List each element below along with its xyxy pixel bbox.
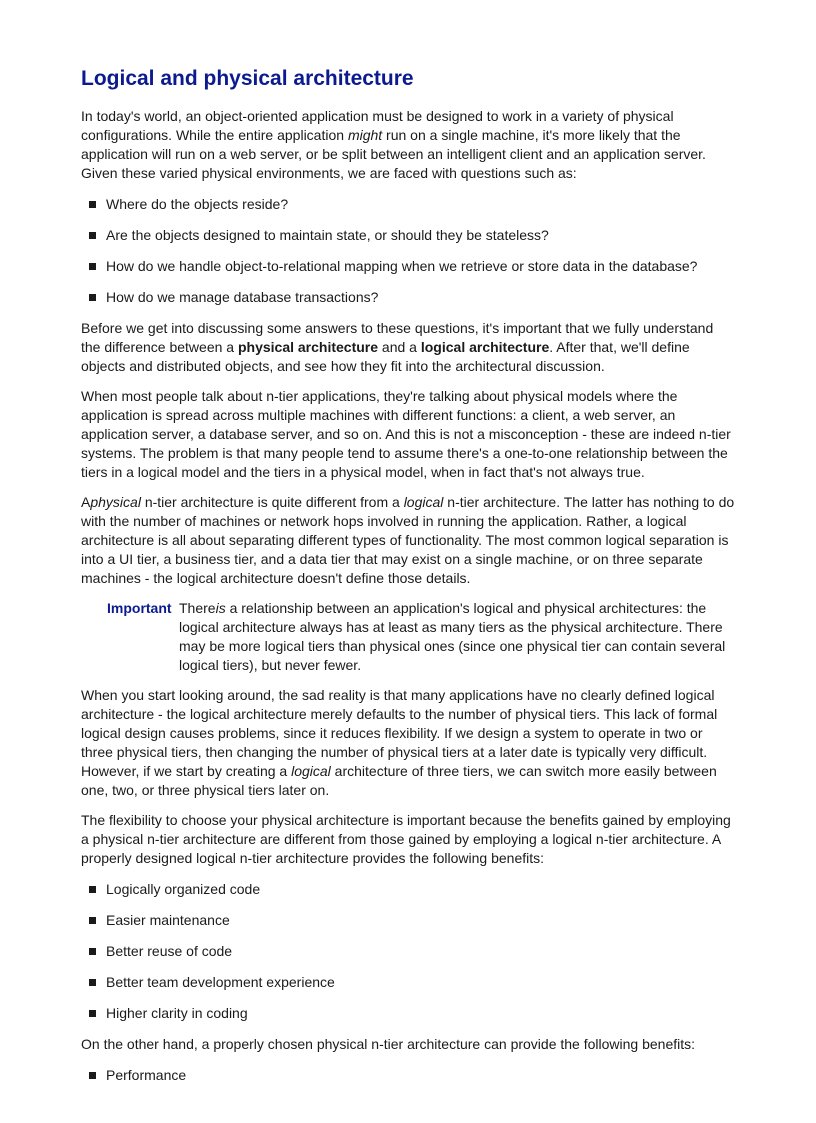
physical-benefits-list bbox=[81, 1066, 736, 1085]
list-item: How do we manage database transactions? bbox=[81, 288, 736, 307]
important-note bbox=[107, 599, 736, 675]
architecture-definition-paragraph: Before we get into discussing some answers to these questions, it's important that we fully understand the difference between a physical architecture and a logical architecture. After that, we'll define objects and distributed objects, and see how they fit into the architectural discussion. bbox=[81, 320, 714, 374]
list-item: How do we handle object-to-relational mapping when we retrieve or store data in the database? bbox=[81, 257, 736, 276]
ntier-paragraph: When most people talk about n-tier applications, they're talking about physical models where the application is spread across multiple machines with different functions: a client, a web server, an application server, a database server, and so on. And this is not a misconception - these are indeed n-tier systems. The problem is that many people tend to assume there's a one-to-one relationship between the tiers in a logical model and the tiers in a physical model, when in fact that's not always true. bbox=[81, 388, 731, 480]
list-item: Higher clarity in coding bbox=[81, 1004, 736, 1023]
physical-benefits-intro: On the other hand, a properly chosen physical n-tier architecture can provide the following benefits: bbox=[81, 1036, 696, 1052]
page-title: Logical and physical architecture bbox=[81, 67, 414, 90]
square-bullet-icon bbox=[89, 917, 96, 924]
list-item: Better team development experience bbox=[81, 973, 736, 992]
physical-vs-logical-paragraph: Aphysical n-tier architecture is quite different from a logical n-tier architecture. The latter has nothing to do with the number of machines or network hops involved in running the application. Rather, a logical architecture is all about separating different types of functionality. The most common logical separation is into a UI tier, a business tier, and a data tier that may exist on a single machine, or on three separate machines - the logical architecture doesn't define those details. bbox=[81, 494, 735, 586]
list-item: Performance bbox=[81, 1066, 736, 1085]
square-bullet-icon bbox=[89, 1072, 96, 1079]
square-bullet-icon bbox=[89, 263, 96, 270]
logical-benefits-list bbox=[81, 880, 736, 1023]
intro-paragraph: In today's world, an object-oriented application must be designed to work in a variety of physical configurations. While the entire application might run on a single machine, it's more likely that the application will run on a web server, or be split between an intelligent client and an application server. Given these varied physical environments, we are faced with questions such as: bbox=[81, 108, 706, 181]
square-bullet-icon bbox=[89, 948, 96, 955]
square-bullet-icon bbox=[89, 232, 96, 239]
list-item: Where do the objects reside? bbox=[81, 195, 736, 214]
questions-list bbox=[81, 195, 736, 307]
list-item: Better reuse of code bbox=[81, 942, 736, 961]
list-item: Logically organized code bbox=[81, 880, 736, 899]
flexibility-paragraph: The flexibility to choose your physical architecture is important because the benefits gained by employing a physical n-tier architecture are different from those gained by employing a logical n-tier architecture. A properly designed logical n-tier architecture provides the following benefits: bbox=[81, 812, 731, 866]
logical-design-paragraph: When you start looking around, the sad reality is that many applications have no clearly defined logical architecture - the logical architecture merely defaults to the number of physical tiers. This lack of formal logical design causes problems, since it reduces flexibility. If we design a system to operate in two or three physical tiers, then changing the number of physical tiers at a later date is typically very difficult. However, if we start by creating a logical architecture of three tiers, we can switch more easily between one, two, or three physical tiers later on. bbox=[81, 687, 718, 798]
note-body: Thereis a relationship between an application's logical and physical architectures: the logical architecture always has at least as many tiers as the physical architecture. There may be more logical tiers than physical ones (since one physical tier can contain several logical tiers), but never fewer. bbox=[179, 600, 726, 673]
list-item: Are the objects designed to maintain state, or should they be stateless? bbox=[81, 226, 736, 245]
note-label: Important bbox=[107, 600, 172, 616]
square-bullet-icon bbox=[89, 1010, 96, 1017]
square-bullet-icon bbox=[89, 979, 96, 986]
square-bullet-icon bbox=[89, 201, 96, 208]
square-bullet-icon bbox=[89, 886, 96, 893]
document-page bbox=[81, 66, 736, 1097]
square-bullet-icon bbox=[89, 294, 96, 301]
list-item: Easier maintenance bbox=[81, 911, 736, 930]
